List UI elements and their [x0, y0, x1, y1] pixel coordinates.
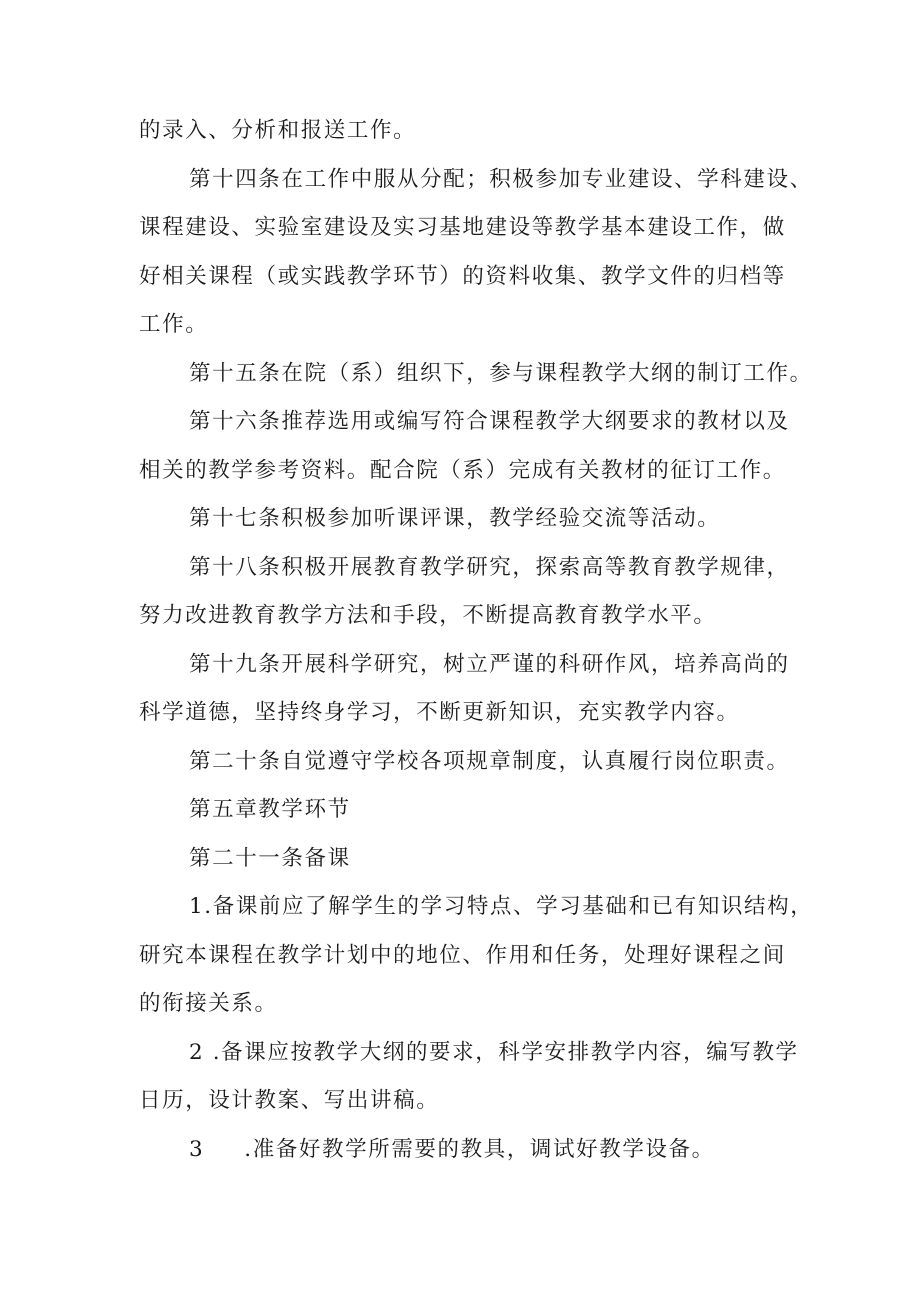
item-number: 3 [189, 1136, 205, 1162]
article-21-heading [139, 835, 794, 884]
text-line: 第十六条推荐选用或编写符合课程教学大纲要求的教材以及 [189, 409, 790, 434]
text-line: 的录入、分析和报送工作。 [139, 118, 417, 143]
text-line: 第二十条自觉遵守学校各项规章制度，认真履行岗位职责。 [189, 748, 790, 774]
text-line: 相关的教学参考资料。配合院（系）完成有关教材的征订工作。 [139, 457, 786, 483]
text-line: 第二十一条备课 [189, 845, 351, 871]
text-line: 第十五条在院（系）组织下，参与课程教学大纲的制订工作。 [189, 360, 813, 386]
text-line: 第十四条在工作中服从分配；积极参加专业建设、学科建设、 [189, 166, 813, 192]
article-18 [139, 544, 794, 641]
text-line: 第十九条开展科学研究，树立严谨的科研作风，培养高尚的 [189, 651, 790, 677]
text-line [139, 1126, 794, 1175]
text-line: 努力改进教育教学方法和手段，不断提高教育教学水平。 [139, 603, 717, 628]
text-line: 工作。 [139, 312, 209, 337]
article-16 [139, 398, 794, 495]
text-line: 第十七条积极参加听课评课，教学经验交流等活动。 [189, 506, 721, 531]
text-line: 的衔接关系。 [139, 991, 278, 1016]
item-3 [139, 1126, 794, 1175]
item-1 [139, 883, 814, 1029]
text-line: 科学道德，坚持终身学习，不断更新知识，充实教学内容。 [139, 700, 740, 725]
document-body [139, 107, 814, 1174]
text-line: 好相关课程（或实践教学环节）的资料收集、教学文件的归档等 [139, 263, 786, 289]
text-line: 日历，设计教案、写出讲稿。 [139, 1088, 440, 1113]
text-line: 课程建设、实验室建设及实习基地建设等教学基本建设工作，做 [139, 215, 786, 240]
text-line: 1.备课前应了解学生的学习特点、学习基础和已有知识结构， [189, 894, 814, 919]
article-15 [139, 350, 813, 399]
text-line: 第五章教学环节 [189, 797, 351, 822]
paragraph-1 [139, 107, 794, 156]
article-14 [139, 156, 813, 350]
article-17 [139, 495, 794, 544]
text-line: 研究本课程在教学计划中的地位、作用和任务，处理好课程之间 [139, 942, 786, 968]
chapter-5-heading [139, 786, 794, 835]
text-line: 第十八条积极开展教育教学研究，探索高等教育教学规律， [189, 554, 790, 580]
item-text: .准备好教学所需要的教具，调试好教学设备。 [244, 1136, 715, 1162]
article-20 [139, 738, 794, 787]
item-2 [139, 1029, 799, 1126]
article-19 [139, 641, 794, 738]
text-line: 2 .备课应按教学大纲的要求，科学安排教学内容，编写教学 [189, 1039, 799, 1065]
